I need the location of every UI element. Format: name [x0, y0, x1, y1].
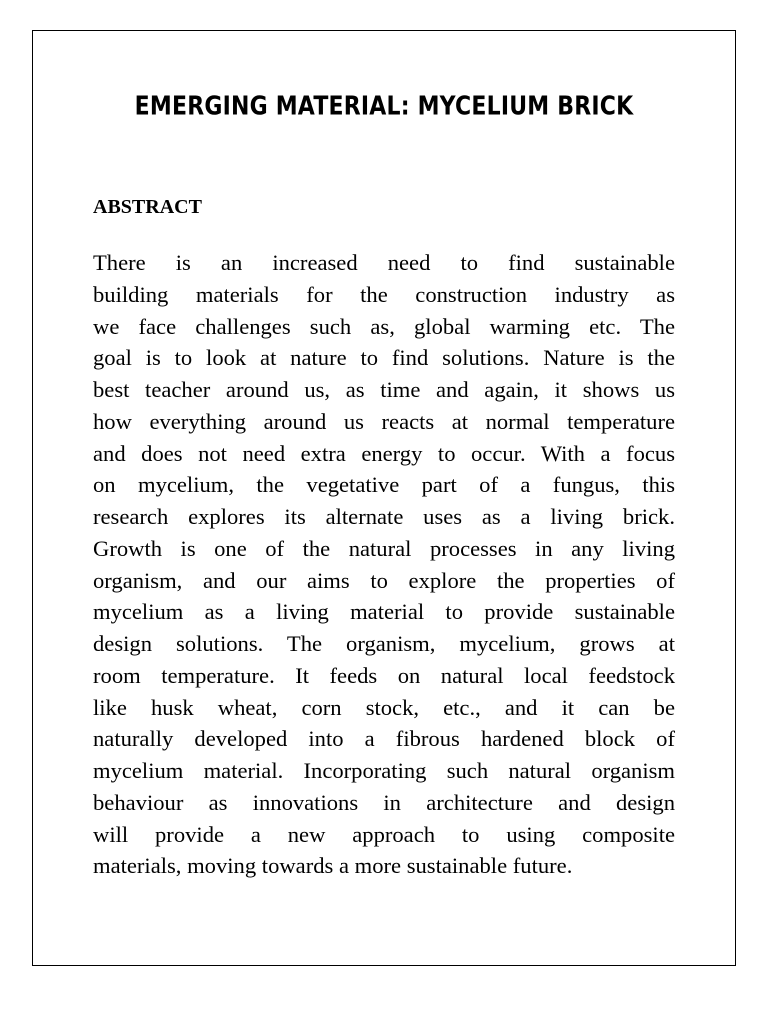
- abstract-line: and does not need extra energy to occur. With a focus: [93, 440, 675, 466]
- abstract-line: best teacher around us, as time and again, it shows us: [93, 377, 675, 402]
- abstract-line: naturally developed into a fibrous hardened block of: [93, 726, 675, 752]
- abstract-line: will provide a new approach to using composite: [93, 821, 675, 847]
- abstract-line: behaviour as innovations in architecture and design: [93, 789, 675, 815]
- abstract-line: design solutions. The organism, mycelium, grows at: [93, 631, 675, 656]
- abstract-line: room temperature. It feeds on natural local feedstock: [93, 662, 675, 688]
- abstract-body: [93, 247, 675, 882]
- abstract-line: mycelium as a living material to provide sustainable: [93, 599, 675, 625]
- abstract-line: materials, moving towards a more sustainable future.: [93, 853, 573, 879]
- abstract-line: on mycelium, the vegetative part of a fungus, this: [93, 472, 675, 498]
- abstract-line: There is an increased need to find sustainable: [93, 250, 675, 275]
- abstract-line: we face challenges such as, global warming etc. The: [93, 313, 675, 339]
- section-heading-abstract: ABSTRACT: [93, 196, 202, 218]
- abstract-line: Growth is one of the natural processes in any living: [93, 535, 675, 561]
- abstract-line: like husk wheat, corn stock, etc., and it can be: [93, 694, 675, 720]
- abstract-line: organism, and our aims to explore the properties of: [93, 567, 675, 593]
- abstract-line: research explores its alternate uses as a living brick.: [93, 504, 675, 529]
- abstract-line: building materials for the construction industry as: [93, 281, 675, 307]
- document-title: EMERGING MATERIAL: MYCELIUM BRICK: [134, 92, 634, 122]
- abstract-line: mycelium material. Incorporating such natural organism: [93, 758, 675, 783]
- abstract-line: how everything around us reacts at normal temperature: [93, 408, 675, 434]
- abstract-line: goal is to look at nature to find solutions. Nature is the: [93, 345, 675, 371]
